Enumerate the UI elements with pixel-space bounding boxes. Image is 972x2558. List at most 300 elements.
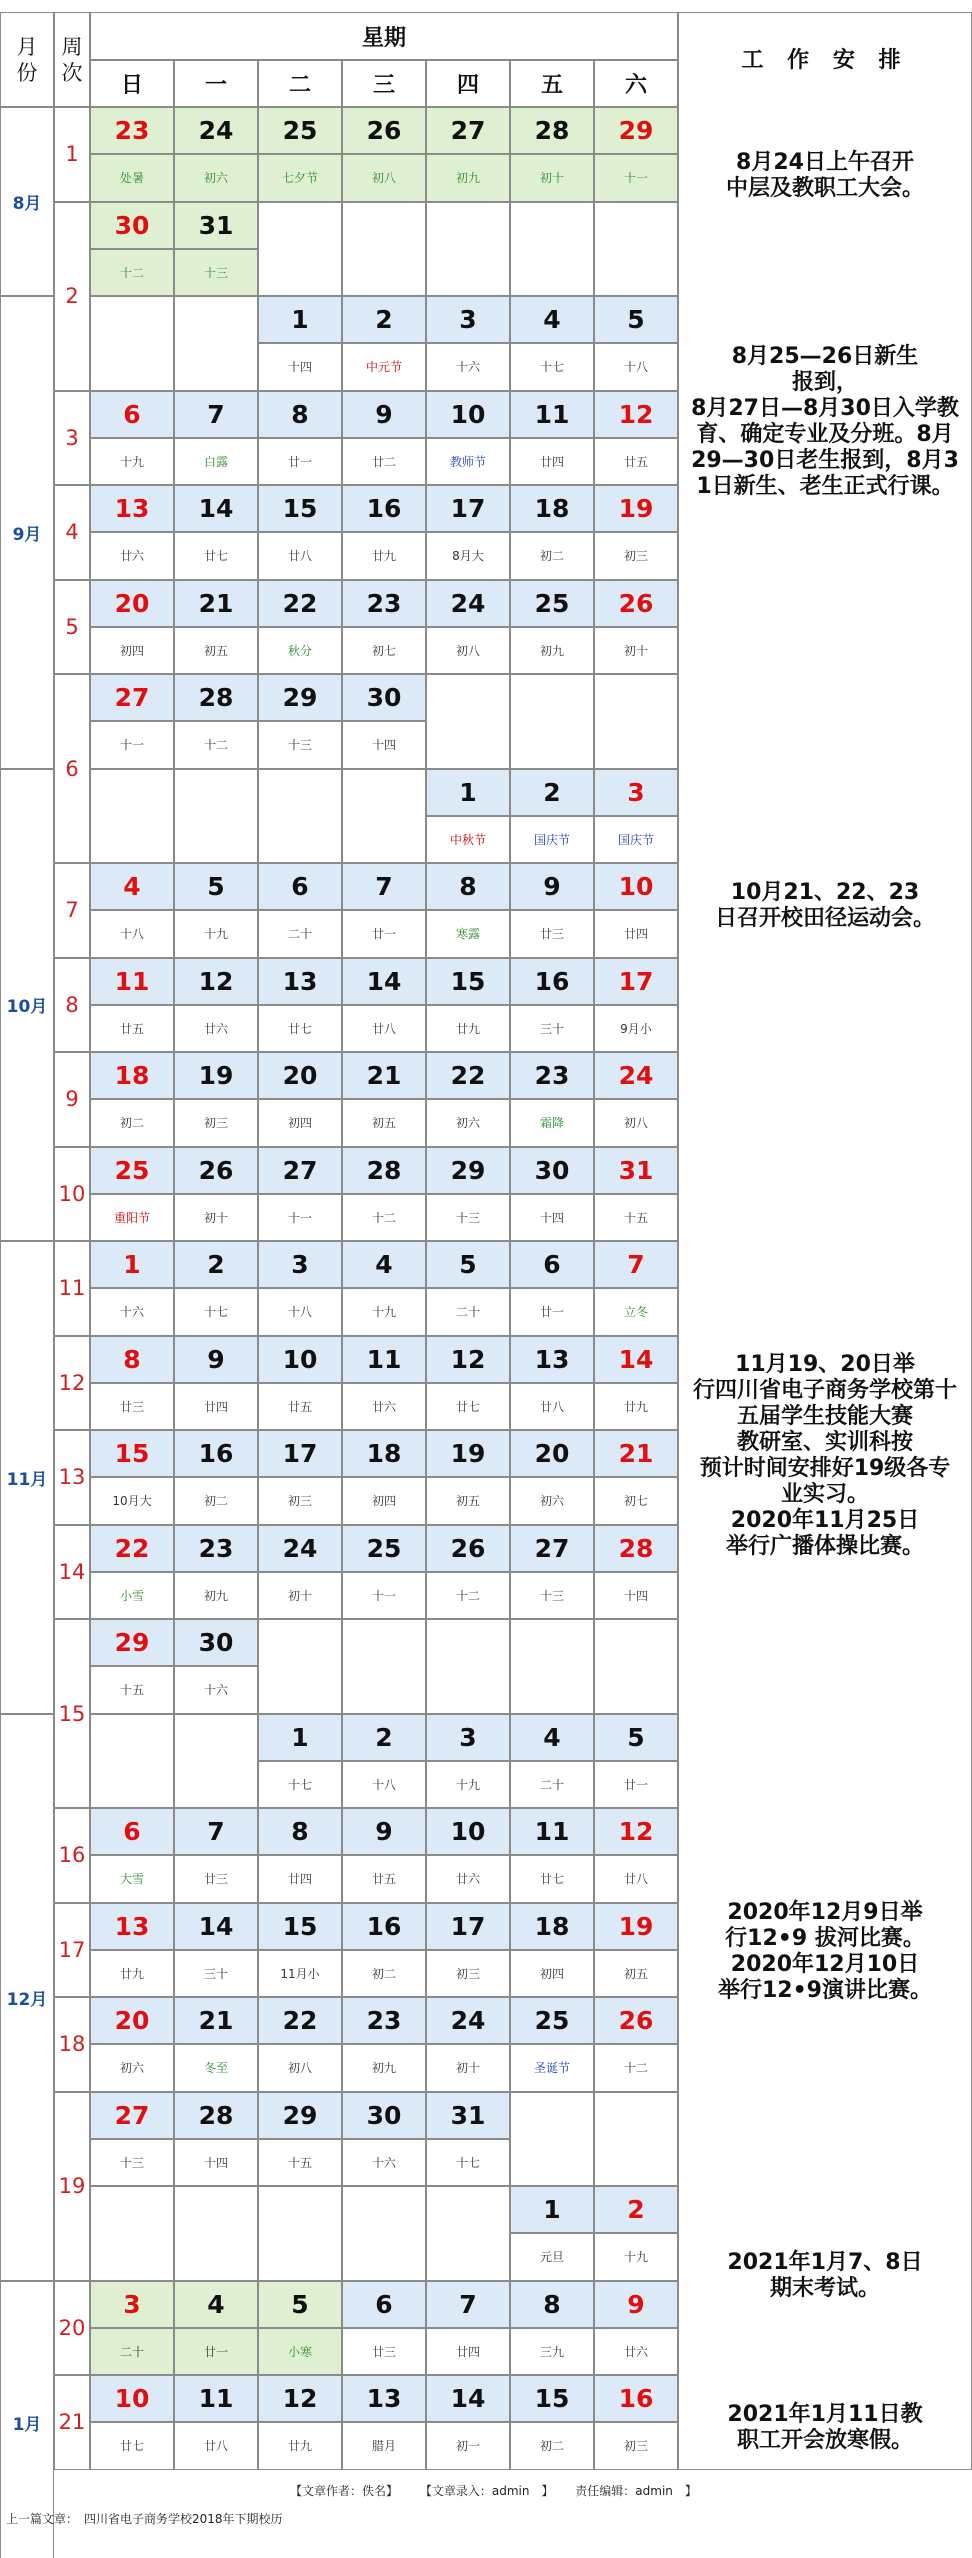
note-line: 中层及教职工大会。 [725, 176, 924, 201]
day-number-cell [342, 1052, 426, 1099]
day-number-cell [174, 1808, 258, 1855]
day-number: 30 [198, 1628, 234, 1658]
empty-day-cell [594, 1619, 678, 1714]
lunar-date-cell [594, 1572, 678, 1619]
lunar-date-cell [594, 2233, 678, 2280]
day-number-cell [342, 107, 426, 154]
day-number-cell [594, 1336, 678, 1383]
empty-day-cell [426, 1619, 510, 1714]
day-number-cell [510, 391, 594, 438]
lunar-date-cell [90, 1383, 174, 1430]
day-number-cell [342, 485, 426, 532]
day-number-cell [258, 1430, 342, 1477]
day-number: 20 [114, 588, 150, 618]
lunar-date-cell [90, 1950, 174, 1997]
lunar-date: 廿八 [287, 549, 312, 564]
day-number-cell [258, 1336, 342, 1383]
day-number: 28 [366, 1155, 402, 1185]
lunar-date: 初八 [287, 2061, 312, 2076]
day-number-cell [594, 1714, 678, 1761]
week-number: 8 [65, 992, 79, 1017]
day-number-cell [426, 2092, 510, 2139]
lunar-date: 廿八 [539, 1399, 564, 1414]
day-number: 27 [114, 2100, 150, 2130]
day-number-cell [174, 1241, 258, 1288]
day-number: 11 [114, 966, 150, 996]
day-number: 15 [114, 1439, 150, 1469]
note-line: 10月21、22、23 [730, 880, 920, 905]
lunar-date-cell [426, 532, 510, 579]
note-line: 8月27日—8月30日入学教 [691, 396, 959, 421]
day-number-cell [426, 1430, 510, 1477]
lunar-date: 廿七 [119, 2439, 144, 2454]
lunar-date: 十四 [203, 2155, 228, 2170]
lunar-date-cell [342, 343, 426, 390]
lunar-date: 十八 [119, 927, 144, 942]
day-number-cell [258, 1714, 342, 1761]
lunar-date-cell [510, 1761, 594, 1808]
day-number-cell [174, 2375, 258, 2422]
lunar-date: 小雪 [119, 1588, 144, 1603]
lunar-date: 初四 [287, 1116, 312, 1131]
note-line: 8月25—26日新生 [731, 344, 919, 369]
day-number: 31 [618, 1155, 654, 1185]
day-number-cell [174, 1525, 258, 1572]
weekday-label: 五 [540, 73, 563, 98]
lunar-date-cell [594, 1477, 678, 1524]
lunar-date-cell [426, 1855, 510, 1902]
day-number: 25 [282, 116, 318, 146]
empty-day-cell [594, 674, 678, 769]
lunar-date-cell [174, 532, 258, 579]
lunar-date: 初二 [539, 549, 564, 564]
lunar-date: 初十 [455, 2061, 480, 2076]
day-number: 9 [627, 2289, 645, 2319]
lunar-date-cell [258, 1005, 342, 1052]
day-number: 7 [375, 872, 393, 902]
day-number: 4 [543, 305, 561, 335]
article-entry: 【文章录入：admin 】 [419, 2484, 554, 2498]
empty-day-cell [342, 769, 426, 864]
week-number-cell [54, 1619, 90, 1808]
lunar-date: 十七 [539, 360, 564, 375]
lunar-date: 廿一 [623, 1777, 648, 1792]
note-line: 11月19、20日举 [735, 1352, 915, 1377]
lunar-date-cell [90, 1005, 174, 1052]
lunar-date-cell [342, 2328, 426, 2375]
day-number: 23 [114, 116, 150, 146]
day-number: 11 [198, 2384, 234, 2414]
lunar-date-cell [426, 154, 510, 201]
lunar-date: 初二 [203, 1494, 228, 1509]
week-number: 3 [65, 425, 79, 450]
day-number-cell [258, 1808, 342, 1855]
lunar-date: 十三 [455, 1210, 480, 1225]
day-number-cell [342, 296, 426, 343]
lunar-date: 初六 [119, 2061, 144, 2076]
day-number: 2 [627, 2195, 645, 2225]
lunar-date-cell [426, 816, 510, 863]
day-number-cell [90, 485, 174, 532]
lunar-date: 初五 [371, 1116, 396, 1131]
lunar-date: 初三 [287, 1494, 312, 1509]
lunar-date-cell [90, 438, 174, 485]
lunar-date-cell [174, 1099, 258, 1146]
day-number-cell [174, 391, 258, 438]
note-line: 业实习。 [780, 1482, 869, 1507]
day-number-cell [510, 863, 594, 910]
day-number: 2 [375, 1722, 393, 1752]
lunar-date: 廿七 [539, 1872, 564, 1887]
lunar-date-cell [258, 2139, 342, 2186]
lunar-date: 二十 [539, 1777, 564, 1792]
day-number: 28 [198, 2100, 234, 2130]
note-line: 举行12•9演讲比赛。 [718, 1978, 932, 2003]
day-number-cell [258, 2375, 342, 2422]
empty-day-cell [90, 1714, 174, 1809]
week-number-cell [54, 1430, 90, 1525]
week-number: 4 [65, 520, 79, 545]
lunar-date: 小寒 [287, 2344, 312, 2359]
lunar-date-cell [342, 1383, 426, 1430]
note-line: 1日新生、老生正式行课。 [696, 474, 954, 499]
day-number-cell [174, 107, 258, 154]
day-number: 29 [618, 116, 654, 146]
day-number-cell [594, 2186, 678, 2233]
day-number-cell [342, 1903, 426, 1950]
note-line: 教研室、实训科按 [736, 1430, 913, 1455]
day-number-cell [594, 1997, 678, 2044]
lunar-date-cell [510, 1477, 594, 1524]
day-number: 31 [198, 210, 234, 240]
note-line: 2020年12月10日 [730, 1952, 920, 1977]
day-number-cell [510, 1052, 594, 1099]
day-number: 16 [618, 2384, 654, 2414]
day-number-cell [174, 863, 258, 910]
day-number-cell [90, 1241, 174, 1288]
day-number-cell [90, 1808, 174, 1855]
lunar-date-cell [174, 2139, 258, 2186]
lunar-date-cell [594, 1288, 678, 1335]
day-number-cell [426, 296, 510, 343]
day-number-cell [174, 580, 258, 627]
lunar-date: 十八 [371, 1777, 396, 1792]
empty-day-cell [510, 674, 594, 769]
week-number: 14 [58, 1559, 86, 1584]
empty-day-cell [510, 1619, 594, 1714]
day-number-cell [90, 1147, 174, 1194]
lunar-date-cell [510, 343, 594, 390]
lunar-date: 十四 [623, 1588, 648, 1603]
note-line: 29—30日老生报到，8月3 [691, 448, 959, 473]
lunar-date: 白露 [203, 454, 228, 469]
lunar-date: 十七 [455, 2155, 480, 2170]
day-number: 8 [459, 872, 477, 902]
lunar-date: 8月大 [452, 549, 484, 564]
day-number: 27 [450, 116, 486, 146]
day-number: 21 [198, 588, 234, 618]
day-number: 30 [366, 2100, 402, 2130]
lunar-date-cell [90, 721, 174, 768]
lunar-date-cell [510, 1194, 594, 1241]
lunar-date-cell [90, 1572, 174, 1619]
week-number: 6 [65, 756, 79, 781]
lunar-date-cell [342, 1950, 426, 1997]
lunar-date: 11月小 [280, 1966, 320, 1981]
day-number: 9 [375, 1817, 393, 1847]
lunar-date-cell [90, 1477, 174, 1524]
month-label: 10月 [6, 997, 48, 1018]
month-header [0, 12, 54, 107]
day-number-cell [426, 1336, 510, 1383]
lunar-date-cell [258, 343, 342, 390]
day-number: 9 [543, 872, 561, 902]
day-number: 28 [534, 116, 570, 146]
day-number: 31 [450, 2100, 486, 2130]
week-number-cell [54, 1903, 90, 1998]
lunar-date-cell [258, 2044, 342, 2091]
day-number: 19 [450, 1439, 486, 1469]
lunar-date: 廿九 [371, 549, 396, 564]
day-number-cell [426, 1714, 510, 1761]
day-number: 4 [207, 2289, 225, 2319]
day-number: 6 [291, 872, 309, 902]
day-number-cell [174, 1430, 258, 1477]
day-number: 17 [618, 966, 654, 996]
lunar-date-cell [258, 1288, 342, 1335]
lunar-date: 廿五 [371, 1872, 396, 1887]
week-number: 7 [65, 898, 79, 923]
day-number: 10 [618, 872, 654, 902]
lunar-date-cell [426, 1572, 510, 1619]
lunar-date: 廿九 [455, 1021, 480, 1036]
lunar-date: 初八 [455, 643, 480, 658]
day-number: 29 [282, 2100, 318, 2130]
lunar-date: 十六 [119, 1305, 144, 1320]
lunar-date: 廿四 [623, 927, 648, 942]
day-number-cell [90, 1430, 174, 1477]
lunar-date-cell [510, 438, 594, 485]
day-number-cell [594, 863, 678, 910]
week-number: 13 [58, 1465, 86, 1490]
lunar-date-cell [258, 910, 342, 957]
day-number-cell [510, 580, 594, 627]
day-number-cell [258, 391, 342, 438]
day-number-cell [174, 1619, 258, 1666]
day-number: 14 [198, 1911, 234, 1941]
lunar-date-cell [426, 2139, 510, 2186]
day-number: 29 [450, 1155, 486, 1185]
lunar-date-cell [426, 1288, 510, 1335]
day-number: 2 [543, 777, 561, 807]
day-number: 6 [123, 1817, 141, 1847]
lunar-date-cell [594, 1761, 678, 1808]
lunar-date: 十二 [455, 1588, 480, 1603]
note-line: 期末考试。 [769, 2276, 880, 2301]
day-number: 3 [123, 2289, 141, 2319]
week-header [54, 12, 90, 107]
day-number: 25 [366, 1533, 402, 1563]
lunar-date-cell [258, 438, 342, 485]
day-number: 16 [366, 494, 402, 524]
week-number: 20 [58, 2315, 86, 2340]
week-number-cell [54, 107, 90, 202]
day-number: 20 [114, 2006, 150, 2036]
lunar-date: 初四 [371, 1494, 396, 1509]
lunar-date-cell [342, 1855, 426, 1902]
lunar-date: 初六 [455, 1116, 480, 1131]
month-label-cell [0, 296, 54, 769]
work-plan-note [680, 2250, 970, 2302]
lunar-date: 七夕节 [281, 171, 318, 186]
day-number: 5 [207, 872, 225, 902]
day-number-cell [426, 958, 510, 1005]
day-number-cell [90, 1903, 174, 1950]
lunar-date-cell [342, 1477, 426, 1524]
day-number-cell [174, 674, 258, 721]
lunar-date: 初九 [371, 2061, 396, 2076]
day-number: 22 [450, 1061, 486, 1091]
day-number: 10 [114, 2384, 150, 2414]
lunar-date-cell [426, 1477, 510, 1524]
day-number: 23 [198, 1533, 234, 1563]
weekday-label: 三 [372, 73, 395, 98]
lunar-date-cell [342, 438, 426, 485]
empty-day-cell [90, 2186, 174, 2281]
lunar-date-cell [510, 1855, 594, 1902]
lunar-date: 立冬 [623, 1305, 648, 1320]
day-number: 16 [534, 966, 570, 996]
lunar-date: 廿四 [455, 2344, 480, 2359]
lunar-date-cell [90, 1288, 174, 1335]
lunar-date-cell [426, 910, 510, 957]
day-number: 12 [618, 399, 654, 429]
day-number: 7 [459, 2289, 477, 2319]
day-number-cell [426, 391, 510, 438]
lunar-date-cell [90, 532, 174, 579]
day-number: 3 [291, 1250, 309, 1280]
lunar-date-cell [342, 627, 426, 674]
lunar-date: 廿一 [371, 927, 396, 942]
lunar-date-cell [90, 1099, 174, 1146]
lunar-date-cell [510, 1383, 594, 1430]
lunar-date: 廿九 [119, 1966, 144, 1981]
day-number: 20 [282, 1061, 318, 1091]
note-line: 报到， [791, 370, 858, 395]
day-number-cell [90, 1052, 174, 1099]
empty-day-cell [342, 1619, 426, 1714]
day-number-cell [258, 1052, 342, 1099]
lunar-date: 十二 [203, 738, 228, 753]
lunar-date: 二十 [455, 1305, 480, 1320]
week-number: 12 [58, 1370, 86, 1395]
day-number: 15 [534, 2384, 570, 2414]
lunar-date: 圣诞节 [533, 2061, 570, 2076]
lunar-date: 初七 [623, 1494, 648, 1509]
lunar-date: 廿二 [371, 454, 396, 469]
note-line: 育、确定专业及分班。8月 [696, 422, 954, 447]
lunar-date-cell [594, 1383, 678, 1430]
empty-day-cell [90, 769, 174, 864]
lunar-date-cell [426, 1383, 510, 1430]
lunar-date: 十一 [623, 171, 648, 186]
lunar-date: 初四 [119, 643, 144, 658]
day-number: 24 [450, 2006, 486, 2036]
day-number: 30 [366, 683, 402, 713]
day-number: 25 [534, 2006, 570, 2036]
day-number-cell [342, 674, 426, 721]
day-number: 13 [366, 2384, 402, 2414]
week-number-cell [54, 2375, 90, 2470]
day-number-cell [258, 1903, 342, 1950]
lunar-date-cell [342, 721, 426, 768]
lunar-date: 廿七 [203, 549, 228, 564]
lunar-date: 9月小 [620, 1021, 652, 1036]
lunar-date-cell [174, 1477, 258, 1524]
day-number: 20 [534, 1439, 570, 1469]
day-number-cell [594, 1430, 678, 1477]
weekday-header-6 [594, 60, 678, 107]
lunar-date-cell [342, 154, 426, 201]
day-number: 9 [375, 399, 393, 429]
work-plan-note [680, 344, 970, 500]
lunar-date: 中秋节 [449, 832, 486, 847]
lunar-date: 霜降 [539, 1116, 564, 1131]
day-number-cell [90, 2375, 174, 2422]
empty-day-cell [594, 202, 678, 297]
day-number-cell [174, 1147, 258, 1194]
work-plan-note [680, 150, 970, 202]
day-number-cell [174, 1336, 258, 1383]
day-number: 21 [618, 1439, 654, 1469]
day-number-cell [594, 958, 678, 1005]
day-number: 21 [198, 2006, 234, 2036]
day-number: 26 [198, 1155, 234, 1185]
lunar-date-cell [174, 1950, 258, 1997]
lunar-date: 十八 [623, 360, 648, 375]
lunar-date-cell [258, 627, 342, 674]
lunar-date-cell [174, 249, 258, 296]
day-number-cell [510, 769, 594, 816]
day-number-cell [510, 296, 594, 343]
lunar-date: 十一 [287, 1210, 312, 1225]
lunar-date-cell [258, 1383, 342, 1430]
week-number: 11 [58, 1276, 86, 1301]
lunar-date-cell [90, 1855, 174, 1902]
note-line: 2021年1月7、8日 [727, 2250, 923, 2275]
day-number: 5 [459, 1250, 477, 1280]
work-plan-note [680, 1352, 970, 1560]
day-number: 17 [450, 1911, 486, 1941]
day-number: 4 [123, 872, 141, 902]
previous-article-link[interactable]: 上一篇文章： 四川省电子商务学校2018年下期校历 [6, 2512, 283, 2526]
lunar-date: 初十 [287, 1588, 312, 1603]
day-number-cell [342, 1808, 426, 1855]
lunar-date-cell [594, 1950, 678, 1997]
day-number-cell [510, 1336, 594, 1383]
lunar-date-cell [510, 1950, 594, 1997]
lunar-date: 十七 [203, 1305, 228, 1320]
day-number: 17 [282, 1439, 318, 1469]
day-number: 3 [627, 777, 645, 807]
note-line: 预计时间安排好19级各专 [699, 1456, 951, 1481]
day-number-cell [594, 1808, 678, 1855]
lunar-date: 二十 [119, 2344, 144, 2359]
day-number: 18 [534, 1911, 570, 1941]
day-number: 1 [543, 2195, 561, 2225]
week-number: 17 [58, 1937, 86, 1962]
lunar-date: 廿六 [371, 1399, 396, 1414]
